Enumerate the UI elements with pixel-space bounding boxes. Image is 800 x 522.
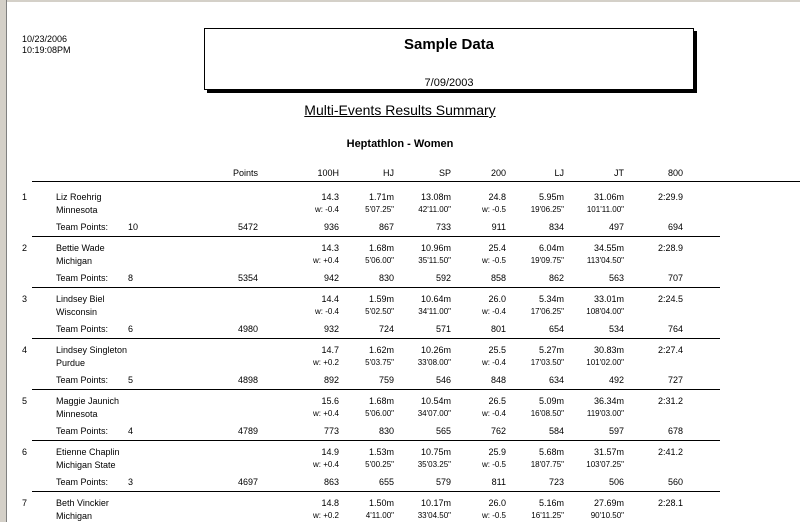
- event-mark: 1.71m: [368, 192, 394, 202]
- event-sub: 108'04.00": [586, 307, 624, 316]
- event-points: 830: [378, 426, 394, 436]
- event-sub: w: +0.4: [312, 460, 339, 469]
- event-sub: w: -0.5: [481, 256, 506, 265]
- event-mark: 36.34m: [593, 396, 624, 406]
- event-sub: 16'11.25": [531, 511, 564, 520]
- athlete-place: 5: [22, 396, 28, 406]
- event-mark: 14.3: [321, 243, 339, 253]
- event-sub: 5'06.00": [365, 409, 394, 418]
- event-mark: 14.3: [321, 192, 339, 202]
- event-sub: 18'07.75": [530, 460, 564, 469]
- event-mark: 5.09m: [538, 396, 564, 406]
- event-points: 506: [608, 477, 624, 487]
- athlete-school: Michigan State: [56, 460, 116, 470]
- event-sub: w: -0.4: [481, 307, 506, 316]
- event-mark: 13.08m: [420, 192, 451, 202]
- event-sub: 33'08.00": [417, 358, 451, 367]
- event-points: 579: [435, 477, 451, 487]
- event-mark: 10.17m: [420, 498, 451, 508]
- event-points: 563: [608, 273, 624, 283]
- row-divider: [32, 338, 720, 339]
- athlete-name: Bettie Wade: [56, 243, 105, 253]
- event-sub: 5'06.00": [365, 256, 394, 265]
- event-mark: 24.8: [488, 192, 506, 202]
- event-points: 634: [548, 375, 564, 385]
- athlete-school: Minnesota: [56, 409, 98, 419]
- event-sub: 5'02.50": [365, 307, 394, 316]
- event-sub: 17'03.50": [530, 358, 564, 367]
- event-mark: 10.26m: [420, 345, 451, 355]
- event-sub: 5'07.25": [365, 205, 394, 214]
- event-mark: 14.8: [321, 498, 339, 508]
- event-mark: 2:31.2: [657, 396, 683, 406]
- event-sub: 19'09.75": [530, 256, 564, 265]
- event-sub: 35'11.50": [418, 256, 451, 265]
- event-mark: 1.68m: [368, 396, 394, 406]
- event-points: 801: [490, 324, 506, 334]
- window-left-edge: [0, 0, 7, 522]
- event-sub: w: +0.4: [312, 256, 339, 265]
- event-sub: 34'07.00": [417, 409, 451, 418]
- event-mark: 1.62m: [368, 345, 394, 355]
- event-mark: 5.16m: [538, 498, 564, 508]
- event-mark: 10.54m: [420, 396, 451, 406]
- column-header: HJ: [383, 168, 394, 178]
- print-date: 10/23/2006: [22, 34, 68, 44]
- event-sub: 42'11.00": [418, 205, 451, 214]
- event-mark: 10.96m: [420, 243, 451, 253]
- row-divider: [32, 491, 720, 492]
- team-points-value: 5: [128, 375, 134, 385]
- event-mark: 14.9: [321, 447, 339, 457]
- total-points: 4789: [237, 426, 258, 436]
- event-points: 911: [491, 222, 506, 232]
- column-header: Points: [232, 168, 258, 178]
- event-points: 834: [548, 222, 564, 232]
- event-mark: 14.7: [321, 345, 339, 355]
- event-sub: 90'10.50": [590, 511, 624, 520]
- window-top-edge: [0, 0, 800, 2]
- team-points-value: 3: [128, 477, 134, 487]
- event-points: 724: [378, 324, 394, 334]
- event-points: 936: [323, 222, 339, 232]
- event-mark: 1.53m: [368, 447, 394, 457]
- event-sub: 103'07.25": [586, 460, 624, 469]
- event-sub: 33'04.50": [417, 511, 451, 520]
- event-sub: w: -0.5: [481, 205, 506, 214]
- header-divider: [32, 181, 800, 182]
- event-mark: 5.95m: [538, 192, 564, 202]
- event-mark: 2:27.4: [657, 345, 683, 355]
- event-sub: 101'02.00": [586, 358, 624, 367]
- event-mark: 31.57m: [593, 447, 624, 457]
- meet-date: 7/09/2003: [424, 77, 474, 89]
- event-points: 811: [491, 477, 506, 487]
- athlete-place: 4: [22, 345, 28, 355]
- athlete-school: Michigan: [56, 256, 93, 266]
- event-points: 546: [435, 375, 451, 385]
- athlete-name: Etienne Chaplin: [56, 447, 120, 457]
- team-points-value: 8: [128, 273, 134, 283]
- team-points-value: 4: [128, 426, 134, 436]
- event-points: 759: [378, 375, 394, 385]
- event-sub: 5'00.25": [365, 460, 394, 469]
- event-mark: 5.34m: [538, 294, 564, 304]
- event-mark: 2:28.9: [657, 243, 683, 253]
- event-points: 733: [435, 222, 451, 232]
- event-points: 858: [490, 273, 506, 283]
- event-mark: 31.06m: [593, 192, 624, 202]
- event-mark: 26.5: [488, 396, 506, 406]
- athlete-school: Michigan: [56, 511, 93, 521]
- team-points-label: Team Points:: [56, 426, 109, 436]
- event-mark: 1.59m: [368, 294, 394, 304]
- event-points: 848: [490, 375, 506, 385]
- event-sub: w: -0.4: [481, 358, 506, 367]
- team-points-label: Team Points:: [56, 222, 109, 232]
- athlete-name: Lindsey Singleton: [56, 345, 128, 355]
- event-points: 497: [608, 222, 624, 232]
- event-points: 932: [323, 324, 339, 334]
- event-title: Heptathlon - Women: [346, 138, 454, 150]
- athlete-place: 6: [22, 447, 28, 457]
- column-header: SP: [438, 168, 451, 178]
- event-points: 727: [667, 375, 683, 385]
- event-sub: w: -0.4: [481, 409, 506, 418]
- team-points-label: Team Points:: [56, 477, 109, 487]
- athlete-place: 7: [22, 498, 28, 508]
- event-sub: w: +0.2: [312, 358, 339, 367]
- athlete-name: Maggie Jaunich: [56, 396, 120, 406]
- print-time: 10:19:08PM: [22, 45, 71, 55]
- event-mark: 26.0: [488, 498, 506, 508]
- report-header-box: [204, 28, 694, 90]
- event-points: 892: [323, 375, 339, 385]
- column-header: 100H: [317, 168, 339, 178]
- athlete-place: 3: [22, 294, 28, 304]
- event-mark: 1.68m: [368, 243, 394, 253]
- event-points: 560: [667, 477, 683, 487]
- event-sub: w: +0.4: [312, 409, 339, 418]
- event-sub: 16'08.50": [530, 409, 564, 418]
- event-points: 707: [667, 273, 683, 283]
- event-mark: 5.68m: [538, 447, 564, 457]
- athlete-place: 2: [22, 243, 28, 253]
- event-mark: 2:41.2: [657, 447, 683, 457]
- event-mark: 26.0: [488, 294, 506, 304]
- event-sub: 113'04.50": [586, 256, 624, 265]
- event-sub: 17'06.25": [530, 307, 564, 316]
- total-points: 5472: [237, 222, 258, 232]
- event-sub: w: +0.2: [312, 511, 339, 520]
- event-mark: 2:28.1: [657, 498, 683, 508]
- summary-title: Multi-Events Results Summary: [304, 102, 496, 118]
- event-points: 534: [608, 324, 624, 334]
- event-sub: 35'03.25": [417, 460, 451, 469]
- event-mark: 2:24.5: [657, 294, 683, 304]
- event-mark: 5.27m: [538, 345, 564, 355]
- event-mark: 1.50m: [368, 498, 394, 508]
- column-header: 800: [667, 168, 683, 178]
- event-sub: 119'03.00": [586, 409, 624, 418]
- event-sub: 19'06.25": [530, 205, 564, 214]
- event-points: 492: [608, 375, 624, 385]
- event-mark: 34.55m: [593, 243, 624, 253]
- column-header: LJ: [554, 168, 564, 178]
- event-points: 723: [548, 477, 564, 487]
- event-points: 592: [435, 273, 451, 283]
- event-sub: 4'11.00": [365, 511, 394, 520]
- total-points: 5354: [237, 273, 258, 283]
- event-points: 655: [378, 477, 394, 487]
- event-mark: 27.69m: [593, 498, 624, 508]
- event-points: 678: [667, 426, 683, 436]
- event-points: 571: [435, 324, 451, 334]
- event-points: 565: [435, 426, 451, 436]
- report-title: Sample Data: [403, 36, 495, 53]
- event-points: 584: [548, 426, 564, 436]
- event-mark: 6.04m: [538, 243, 564, 253]
- event-sub: w: -0.4: [314, 205, 339, 214]
- event-points: 597: [608, 426, 624, 436]
- athlete-place: 1: [22, 192, 28, 202]
- event-sub: 5'03.75": [365, 358, 394, 367]
- event-sub: w: -0.4: [314, 307, 339, 316]
- event-mark: 10.64m: [420, 294, 451, 304]
- event-mark: 14.4: [321, 294, 339, 304]
- event-points: 654: [548, 324, 564, 334]
- row-divider: [32, 389, 720, 390]
- total-points: 4980: [237, 324, 258, 334]
- event-mark: 15.6: [321, 396, 339, 406]
- event-points: 942: [323, 273, 339, 283]
- event-mark: 30.83m: [593, 345, 624, 355]
- athlete-school: Purdue: [56, 358, 86, 368]
- column-header: 200: [490, 168, 506, 178]
- total-points: 4697: [237, 477, 258, 487]
- event-sub: 101'11.00": [586, 205, 624, 214]
- event-sub: 34'11.00": [418, 307, 451, 316]
- row-divider: [32, 440, 720, 441]
- athlete-name: Beth Vinckier: [56, 498, 109, 508]
- event-sub: w: -0.5: [481, 460, 506, 469]
- event-points: 867: [378, 222, 394, 232]
- event-mark: 25.4: [488, 243, 506, 253]
- row-divider: [32, 287, 720, 288]
- event-mark: 10.75m: [420, 447, 451, 457]
- team-points-label: Team Points:: [56, 375, 109, 385]
- event-points: 863: [323, 477, 339, 487]
- total-points: 4898: [237, 375, 258, 385]
- event-points: 694: [667, 222, 683, 232]
- event-mark: 2:29.9: [657, 192, 683, 202]
- event-mark: 33.01m: [593, 294, 624, 304]
- team-points-value: 6: [128, 324, 134, 334]
- column-header: JT: [614, 168, 624, 178]
- athlete-school: Wisconsin: [56, 307, 98, 317]
- team-points-label: Team Points:: [56, 324, 109, 334]
- team-points-label: Team Points:: [56, 273, 109, 283]
- team-points-value: 10: [128, 222, 139, 232]
- event-points: 773: [323, 426, 339, 436]
- event-sub: w: -0.5: [481, 511, 506, 520]
- event-points: 762: [490, 426, 506, 436]
- athlete-name: Liz Roehrig: [56, 192, 102, 202]
- athlete-school: Minnesota: [56, 205, 98, 215]
- event-points: 862: [548, 273, 564, 283]
- athlete-name: Lindsey Biel: [56, 294, 105, 304]
- event-points: 830: [378, 273, 394, 283]
- event-mark: 25.9: [488, 447, 506, 457]
- event-points: 764: [667, 324, 683, 334]
- event-mark: 25.5: [488, 345, 506, 355]
- row-divider: [32, 236, 720, 237]
